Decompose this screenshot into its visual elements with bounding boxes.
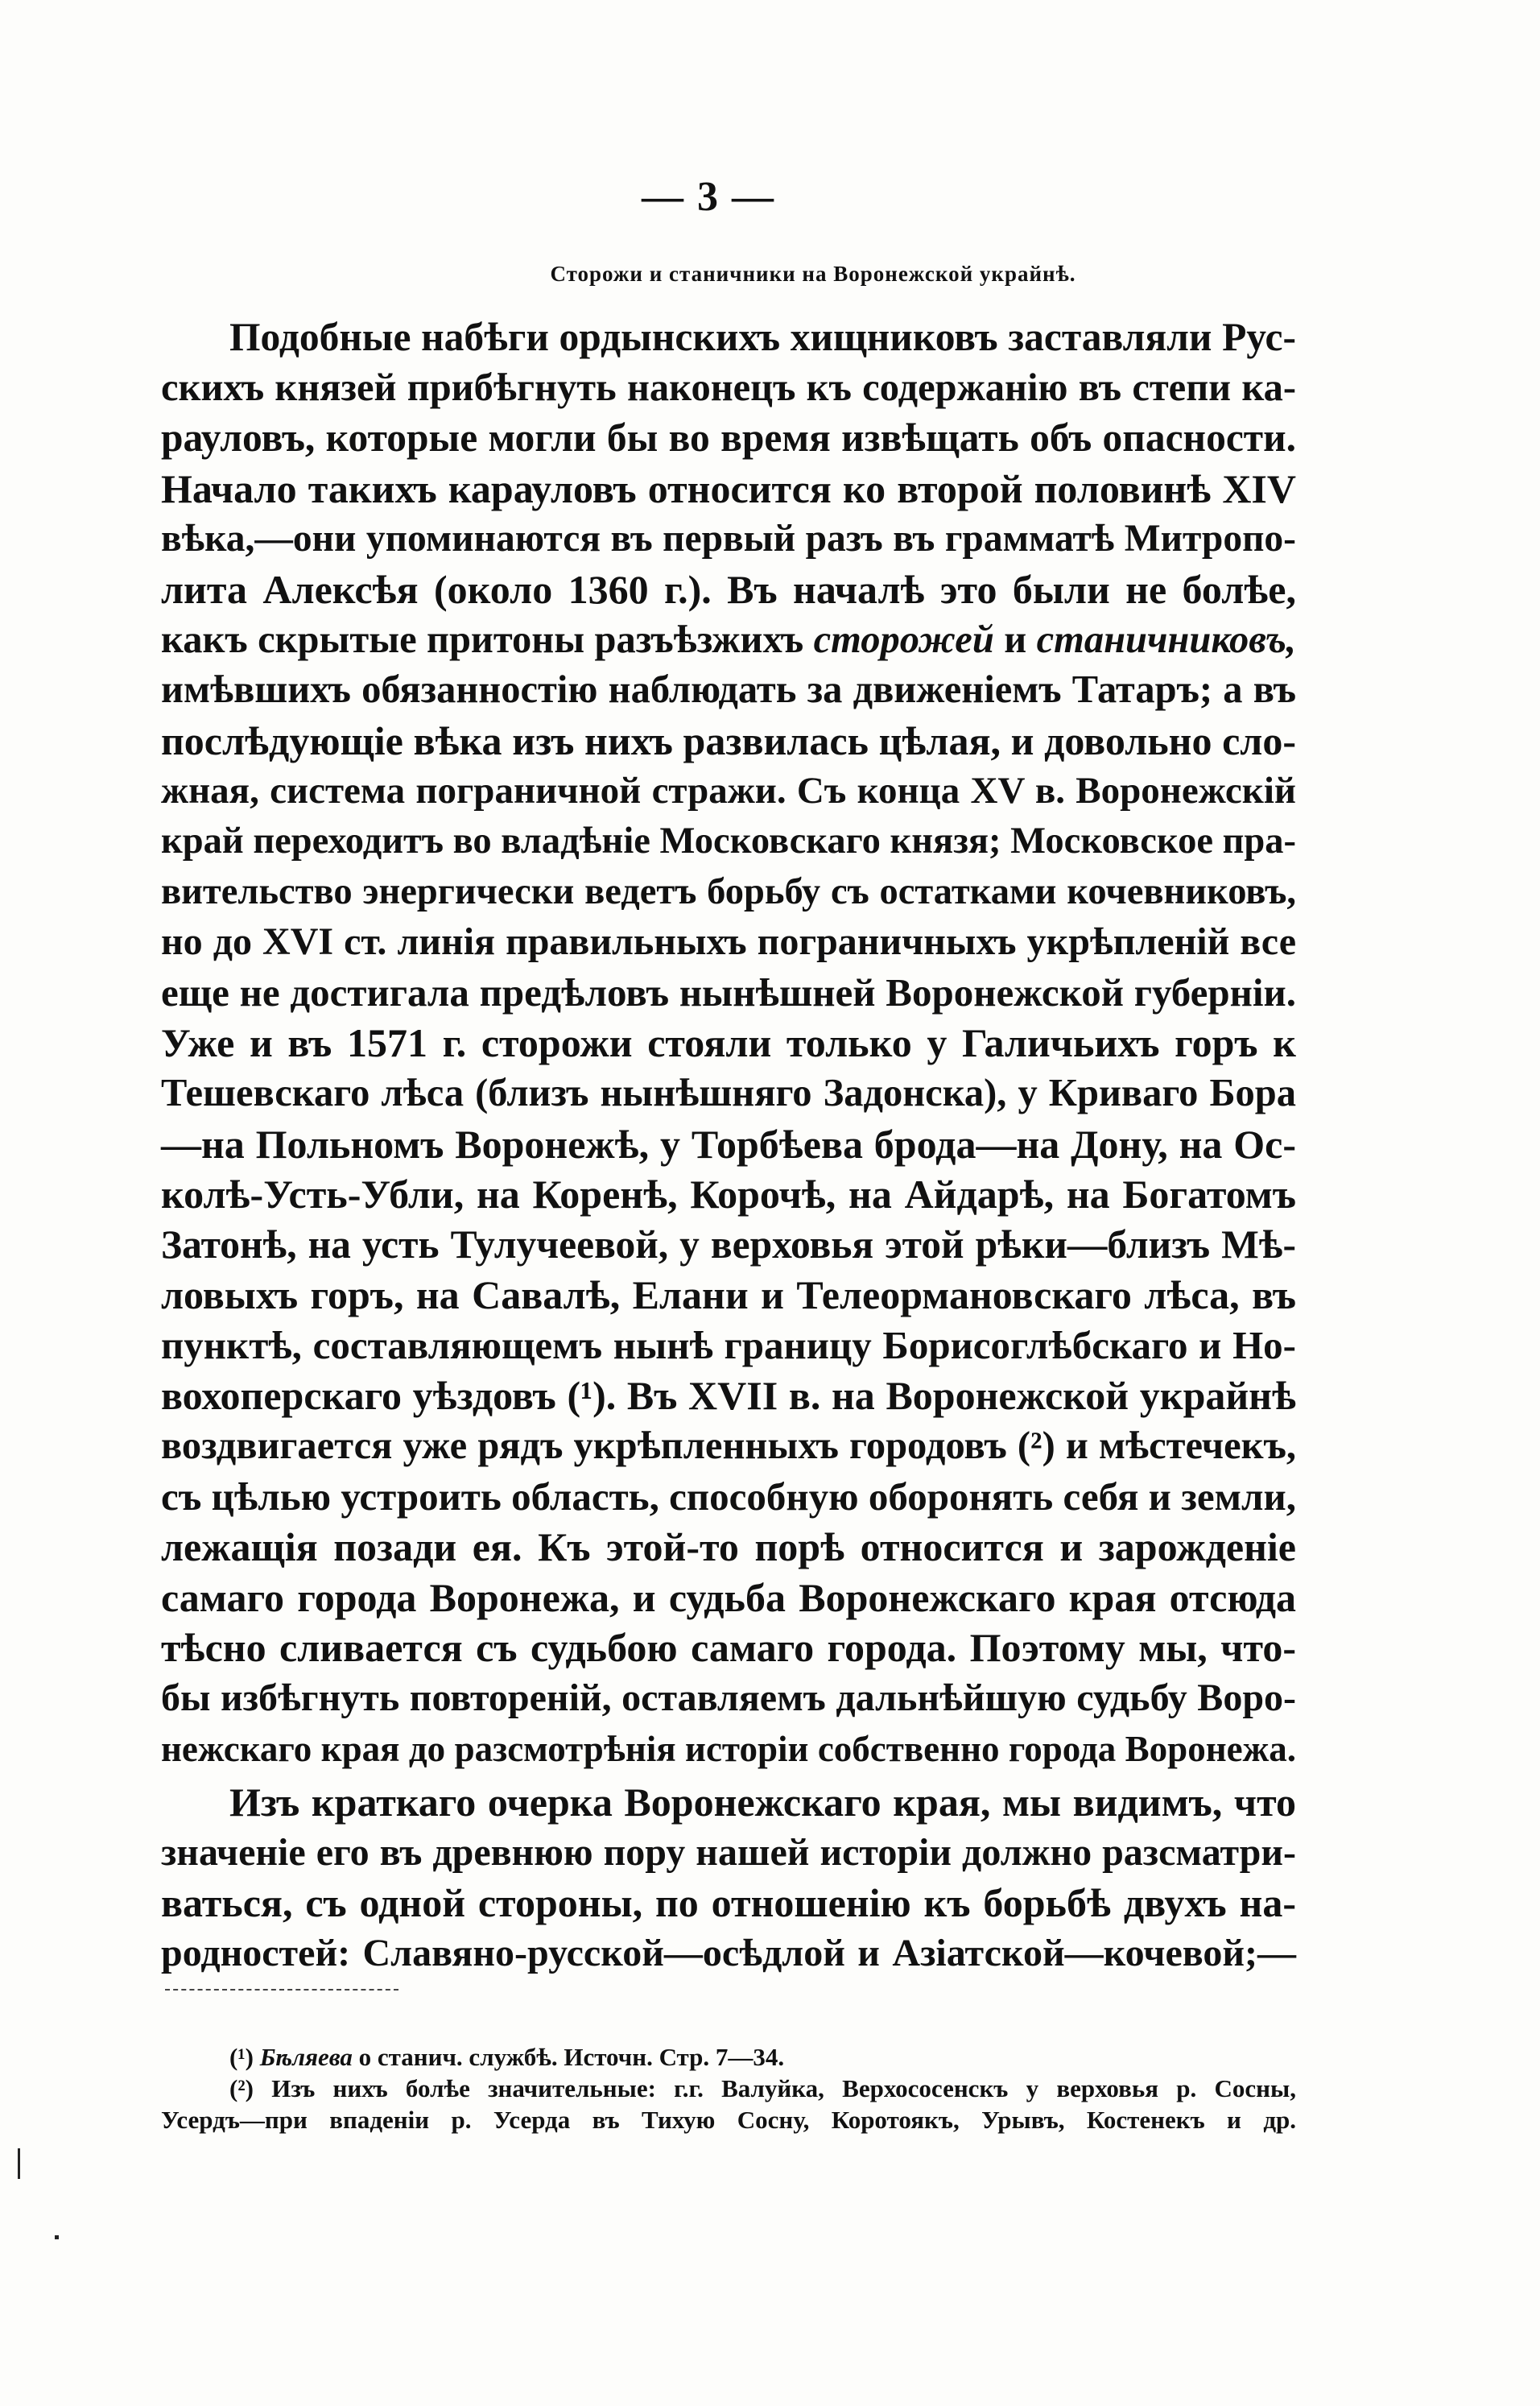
text-line: имѣвшихъ обязанностію наблюдать за движеніемъ Татаръ; а въ [161, 668, 1296, 712]
italic-term: станичниковъ, [1036, 618, 1297, 661]
page-number: — 3 — [642, 174, 775, 220]
text-line: ловыхъ горъ, на Савалѣ, Елани и Телеормановскаго лѣса, въ [161, 1272, 1296, 1318]
scan-speck [55, 2235, 59, 2239]
footnote-2-continuation: Усердъ—при впаденіи р. Усерда въ Тихую Сосну, Коротоякъ, Урывъ, Костенекъ и др. [161, 2106, 1296, 2134]
text-fragment: и [1004, 618, 1027, 661]
text-line: нежскаго края до разсмотрѣнія исторіи собственно города Воронежа. [161, 1728, 1296, 1769]
text-line: воздвигается уже рядъ укрѣпленныхъ городовъ (²) и мѣстечекъ, [161, 1424, 1296, 1468]
text-line: послѣдующіе вѣка изъ нихъ развилась цѣлая, и довольно сло- [161, 717, 1296, 763]
footnote-2 [161, 2073, 1296, 2104]
text-fragment: какъ скрытые притоны разъѣзжихъ [161, 618, 804, 661]
footnote-text: Изъ нихъ болѣе значительные: г.г. Валуйка, Верхососенскъ у верховья р. Сосны, [271, 2074, 1296, 2102]
text-line: вохоперскаго уѣздовъ (¹). Въ XVII в. на Воронежской украйнѣ [161, 1373, 1296, 1419]
text-line: лита Алексѣя (около 1360 г.). Въ началѣ это были не болѣе, [161, 566, 1296, 612]
text-line: Уже и въ 1571 г. сторожи стояли только у Галичьихъ горъ к [161, 1020, 1296, 1066]
text-line: тѣсно сливается съ судьбою самаго города. Поэтому мы, что- [161, 1625, 1296, 1671]
footnote-separator [165, 1989, 398, 1991]
text-line [161, 615, 1296, 666]
footnote-1 [161, 2041, 1296, 2073]
text-line: вительство энергически ведетъ борьбу съ остатками кочевниковъ, [161, 870, 1296, 912]
footnote-marker: (²) [229, 2074, 254, 2102]
text-line: родностей: Славяно-русской—осѣдлой и Азіатской—кочевой;— [161, 1932, 1296, 1974]
body-text [161, 312, 1296, 1979]
text-line: лежащія позади ея. Къ этой-то порѣ относится и зарожденіе [161, 1524, 1296, 1570]
text-line: Изъ краткаго очерка Воронежскаго края, мы видимъ, что [229, 1780, 1296, 1825]
text-line: вѣка,—они упоминаются въ первый разъ въ грамматѣ Митропо- [161, 518, 1296, 560]
footnote-text: о станич. службѣ. Источн. Стр. 7—34. [358, 2043, 785, 2071]
running-head: Сторожи и станичники на Воронежской украйнѣ. [550, 262, 1076, 286]
text-line: самаго города Воронежа, и судьба Воронежскаго края отсюда [161, 1574, 1296, 1620]
text-line: жная, система пограничной стражи. Съ конца XV в. Воронежскій [161, 770, 1296, 812]
text-line: Тешевскаго лѣса (близъ нынѣшняго Задонска), у Криваго Бора [161, 1071, 1296, 1114]
footnotes [161, 2041, 1296, 2135]
text-line: рауловъ, которые могли бы во время извѣщать объ опасности. [161, 415, 1296, 461]
text-line: скихъ князей прибѣгнуть наконецъ къ содержанію въ степи ка- [161, 366, 1296, 409]
text-line: Затонѣ, на усть Тулучеевой, у верховья этой рѣки—близъ Мѣ- [161, 1222, 1296, 1267]
footnote-author: Бѣляева [259, 2043, 353, 2071]
text-line: пунктѣ, составляющемъ нынѣ границу Борисоглѣбскаго и Но- [161, 1322, 1296, 1367]
text-line: —на Польномъ Воронежѣ, у Торбѣева брода—на Дону, на Ос- [161, 1121, 1296, 1167]
italic-term: сторожей [813, 618, 994, 661]
text-line: колѣ-Усть-Убли, на Коренѣ, Корочѣ, на Айдарѣ, на Богатомъ [161, 1172, 1296, 1217]
text-line: но до XVI ст. линія правильныхъ пограничныхъ укрѣпленій все [161, 920, 1296, 964]
text-line: Подобные набѣги ордынскихъ хищниковъ заставляли Рус- [229, 315, 1296, 359]
text-line: значеніе его въ древнюю пору нашей исторіи должно разсматри- [161, 1830, 1296, 1874]
text-line: бы избѣгнуть повтореній, оставляемъ дальнѣйшую судьбу Воро- [161, 1676, 1296, 1720]
text-line: еще не достигала предѣловъ нынѣшней Воронежской губерніи. [161, 969, 1296, 1015]
footnote-marker: (¹) [229, 2043, 254, 2071]
scan-speck [18, 2148, 20, 2179]
text-line: ваться, съ одной стороны, по отношенію къ борьбѣ двухъ на- [161, 1880, 1296, 1926]
text-line: съ цѣлью устроить область, способную оборонять себя и земли, [161, 1474, 1296, 1519]
text-line: Начало такихъ карауловъ относится ко второй половинѣ XIV [161, 465, 1296, 511]
text-line: край переходитъ во владѣніе Московскаго князя; Московское пра- [161, 820, 1296, 862]
